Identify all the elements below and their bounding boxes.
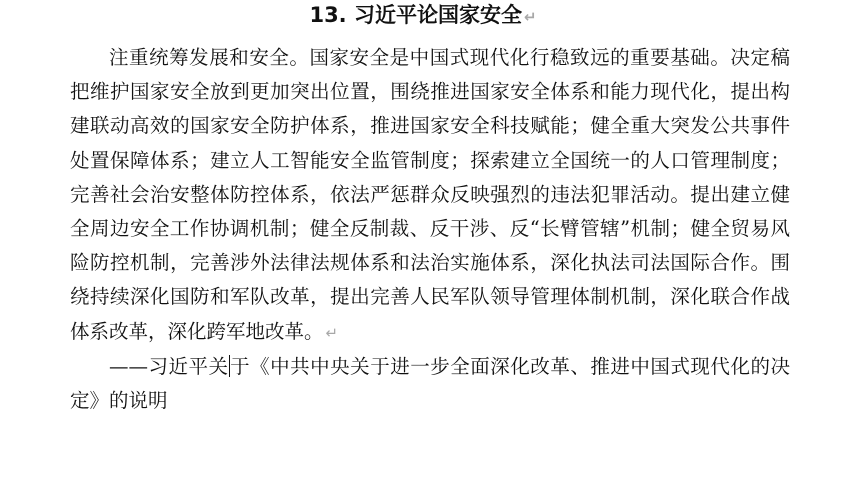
source-text-start: ——习近平关 xyxy=(109,354,229,378)
document-body[interactable] xyxy=(70,41,790,418)
document-title xyxy=(0,0,846,32)
body-paragraph[interactable] xyxy=(70,41,790,350)
paragraph-mark-icon: ↵ xyxy=(325,323,339,342)
title-text: 13. 习近平论国家安全 xyxy=(309,3,522,27)
source-attribution[interactable] xyxy=(70,350,790,418)
paragraph-mark-icon: ↵ xyxy=(523,8,537,26)
paragraph-text: 注重统筹发展和安全。国家安全是中国式现代化行稳致远的重要基础。决定稿把维护国家安全放到更加突出位置，围绕推进国家安全体系和能力现代化，提出构建联动高效的国家安全防护体系，推进国家安全科技赋能；健全重大突发公共事件处置保障体系；建立人工智能安全监管制度；探索建立全国统一的人口管理制度；完善社会治安整体防控体系，依法严惩群众反映强烈的违法犯罪活动。提出建立健全周边安全工作协调机制；健全反制裁、反干涉、反“长臂管辖”机制；健全贸易风险防控机制，完善涉外法律法规体系和法治实施体系，深化执法司法国际合作。围绕持续深化国防和军队改革，提出完善人民军队领导管理体制机制，深化联合作战体系改革，深化跨军地改革。 xyxy=(70,46,790,343)
source-text-end: 于《中共中央关于进一步全面深化改革、推进中国式现代化的决定》的说明 xyxy=(70,354,790,413)
